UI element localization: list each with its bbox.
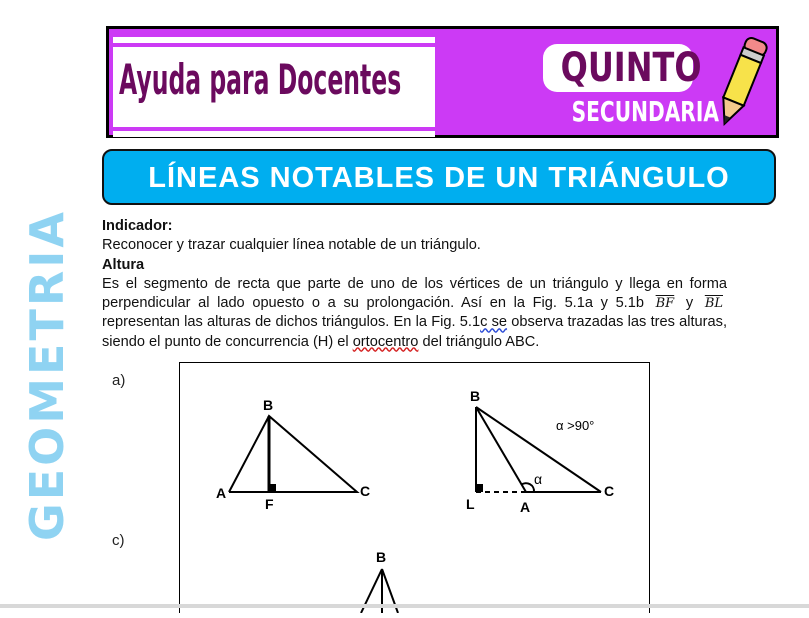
vertex-c2: C [604, 483, 615, 499]
level-label [543, 95, 719, 128]
triangle-figures [180, 363, 649, 613]
pencil-icon [706, 33, 776, 133]
angle-alpha: α [534, 471, 543, 487]
brand-title: Ayuda para Docentes [119, 55, 402, 104]
vertex-b: B [263, 397, 274, 413]
vertex-b2: B [470, 388, 481, 404]
text-span: Es el segmento de recta que parte de uno de los vértices de un triángulo y llega en forma perpendicular al lado opuesto o a su prolongación. Así en la Fig. 5.1a y 5.1b [102, 275, 727, 312]
indicator-heading: Indicador: [102, 218, 173, 234]
segment-bf: $\overline{BF}$ [655, 296, 675, 312]
figure-label-a: a) [112, 372, 126, 389]
foot-l: L [466, 496, 475, 512]
text-span: representan las alturas de dichos triángulos. En la Fig. 5.1 [102, 314, 481, 331]
body-text [102, 217, 727, 352]
angle-condition: α >90° [556, 418, 595, 433]
figure-label-c: c) [112, 532, 125, 549]
grade-badge [543, 44, 702, 92]
indicator-text: Reconocer y trazar cualquier línea notable de un triángulo. [102, 237, 481, 254]
section-heading: Altura [102, 256, 145, 273]
text-span: del triángulo ABC. [422, 333, 540, 350]
grade-text: QUINTO [560, 45, 702, 91]
figure-a [229, 416, 357, 492]
vertex-a: A [216, 485, 227, 501]
vertex-b3: B [376, 549, 387, 565]
page-title: LÍNEAS NOTABLES DE UN TRIÁNGULO [102, 149, 776, 205]
foot-f: F [265, 496, 274, 512]
text-span: y [685, 295, 694, 312]
vertex-a2: A [520, 499, 531, 515]
spellcheck-word: c se [480, 314, 508, 331]
header-banner [106, 26, 779, 138]
segment-bl: $\overline{BL}$ [704, 296, 723, 312]
paragraph [102, 275, 727, 352]
figure-box [179, 362, 650, 613]
page-edge [0, 604, 809, 608]
text-span: observa trazadas las tres alturas, siendo el punto de concurrencia (H) el [102, 314, 727, 350]
subject-side-label: GEOMETRIA [20, 209, 74, 541]
level-text: SECUNDARIA [571, 95, 719, 128]
spellcheck-word: ortocentro [352, 333, 419, 350]
vertex-c: C [360, 483, 371, 499]
